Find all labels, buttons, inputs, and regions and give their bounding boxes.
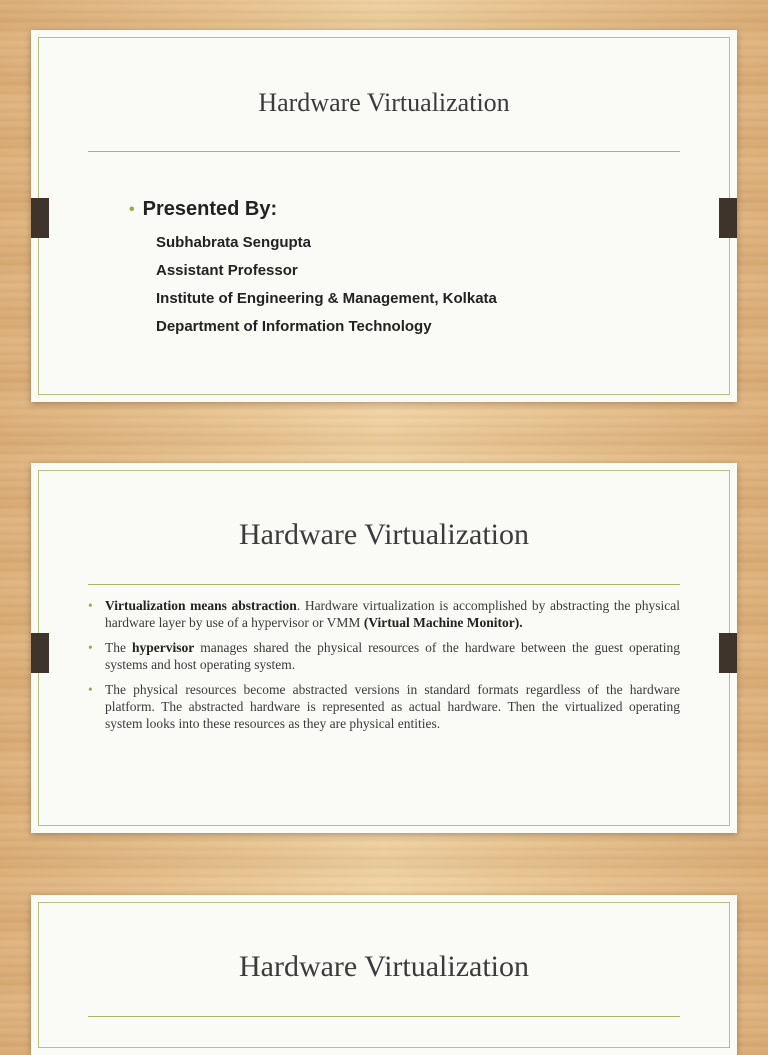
- title-divider: [88, 151, 680, 152]
- slide-tab-left: [31, 198, 49, 238]
- slide-tab-left: [31, 633, 49, 673]
- slide-title: Hardware Virtualization: [258, 88, 510, 117]
- presenter-block: [129, 198, 497, 341]
- slide-title: Hardware Virtualization: [238, 950, 530, 983]
- list-item: • The physical resources become abstracted versions in standard formats regardless of the hardware platform. The abstracted hardware is represented as actual hardware. Then the virtualized operating system looks into these resources as they are physical entities.: [88, 682, 680, 731]
- list-item: • Virtualization means abstraction. Hardware virtualization is accomplished by abstracting the physical hardware layer by use of a hypervisor or VMM (Virtual Machine Monitor).: [88, 598, 680, 630]
- presenter-heading-text: Presented By:: [142, 198, 278, 220]
- slide-title: Hardware Virtualization: [238, 518, 530, 551]
- bullet-icon: •: [88, 598, 93, 613]
- title-divider: [88, 584, 680, 585]
- slide-3[interactable]: [31, 895, 737, 1055]
- presenter-institute: Institute of Engineering & Management, Kolkata: [156, 290, 497, 307]
- bullet-icon: •: [88, 682, 93, 697]
- bullet-icon: •: [129, 200, 135, 218]
- list-item: • The hypervisor manages shared the physical resources of the hardware between the guest operating systems and host operating system.: [88, 640, 680, 672]
- bullet-list: [88, 597, 680, 740]
- bullet-icon: •: [88, 640, 93, 655]
- slide-2[interactable]: [31, 463, 737, 833]
- slide-tab-right: [719, 198, 737, 238]
- presenter-name: Subhabrata Sengupta: [156, 234, 312, 251]
- presenter-position: Assistant Professor: [156, 262, 298, 279]
- presenter-heading: [129, 198, 497, 221]
- presenter-department: Department of Information Technology: [156, 318, 432, 335]
- slide-tab-right: [719, 633, 737, 673]
- slide-1[interactable]: [31, 30, 737, 402]
- title-divider: [88, 1016, 680, 1017]
